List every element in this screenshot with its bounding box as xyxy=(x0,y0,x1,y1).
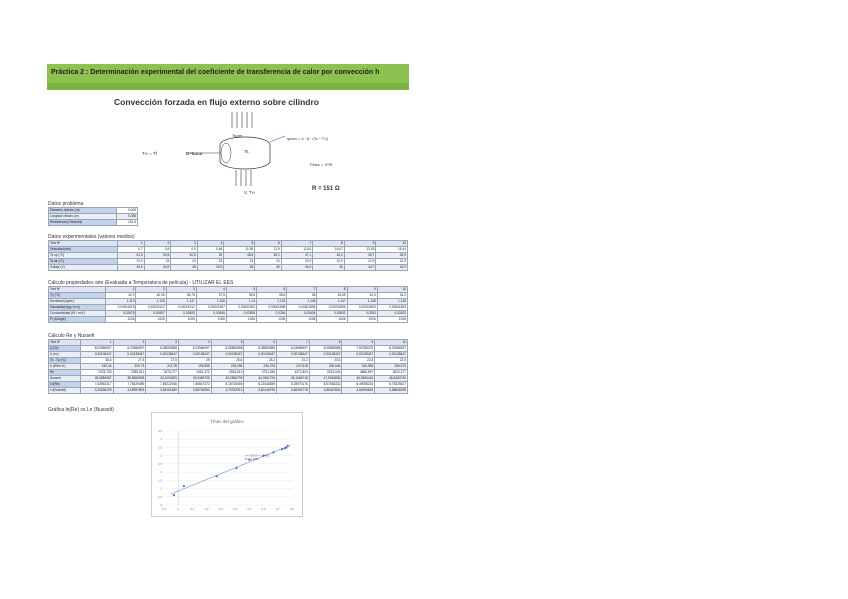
table-cell: 2676,377 xyxy=(146,370,179,376)
table-cell: 10 xyxy=(377,287,407,293)
x-tick-label: -0,1 xyxy=(161,507,167,511)
table-cell: 8,08580858 xyxy=(146,346,179,352)
table-cell: 1,148 xyxy=(377,299,407,305)
table-cell: 35,6 xyxy=(257,293,287,299)
exp-table xyxy=(48,240,408,271)
table-cell: 0,02653 xyxy=(166,311,196,317)
table-cell: 22,9 xyxy=(344,259,376,265)
table-cell: 23 xyxy=(144,259,171,265)
table-cell: 3,65997899 xyxy=(113,388,146,394)
table-cell: 7,76429489 xyxy=(113,382,146,388)
table-cell: 39,9369799 xyxy=(178,376,211,382)
table-cell: 22,9 xyxy=(313,259,345,265)
table-cell: 35,8 xyxy=(226,293,256,299)
scatter-chart xyxy=(152,413,302,516)
table-cell: 34,9 xyxy=(118,265,145,271)
table-cell: 4 xyxy=(196,287,226,293)
table-cell: 8,03966997 xyxy=(375,346,408,352)
table-cell: 7 xyxy=(287,287,317,293)
table-cell: 22,9 xyxy=(118,259,145,265)
table-cell: 9 xyxy=(344,241,376,247)
data-point xyxy=(173,494,175,496)
table-cell: 23 xyxy=(171,259,198,265)
table-cell: 0,00001907 xyxy=(196,305,226,311)
table-cell: 3,68730953 xyxy=(178,388,211,394)
x-tick-label: 0,5 xyxy=(247,507,252,511)
table-cell: 22,9 xyxy=(376,259,408,265)
row-label-cell: h (W/m²·K) xyxy=(49,364,81,370)
table-cell: 0,8 xyxy=(144,247,171,253)
row-label-cell: Diámetro cilindro (m) xyxy=(49,208,117,214)
row-label-cell: Resistencia (Ohmnios) xyxy=(49,220,117,226)
table-cell: 6 xyxy=(244,340,277,346)
resistance-label: R = 151 Ω xyxy=(312,186,340,192)
table-cell: 34,9 xyxy=(144,265,171,271)
table-cell: 3731,266 xyxy=(244,370,277,376)
table-cell: 38,6 xyxy=(80,358,113,364)
table-cell: 228,096 xyxy=(211,364,244,370)
table-cell: 1,146 xyxy=(287,299,317,305)
table-cell: 1006 xyxy=(317,317,347,323)
data-point xyxy=(281,448,283,450)
ts-top-label: Tsuper xyxy=(232,134,243,138)
table-cell: 46,2 xyxy=(313,253,345,259)
table-cell: 48,8183749 xyxy=(375,376,408,382)
table-cell: 27,5 xyxy=(146,358,179,364)
table-cell: 3,76782913 xyxy=(211,388,244,394)
table-cell: 0,02657 xyxy=(136,311,166,317)
row-label-cell: Q (W) xyxy=(49,346,81,352)
table-cell: 2355,041 xyxy=(113,370,146,376)
y-tick-label: 1,5 xyxy=(158,478,162,483)
table-cell: 0,00001918 xyxy=(106,305,136,311)
table-cell: 237,615 xyxy=(277,364,310,370)
table-cell: 1006 xyxy=(166,317,196,323)
x-tick-label: 0,8 xyxy=(290,507,294,511)
trendline-r2: R² = 0,9854 xyxy=(245,457,259,461)
table-cell: 0,00138447 xyxy=(375,352,408,358)
table-cell: 10 xyxy=(376,241,408,247)
table-cell: 5 xyxy=(226,287,256,293)
table-cell: 0,02645 xyxy=(196,311,226,317)
table-cell: 45,5 xyxy=(376,253,408,259)
table-cell: 5 xyxy=(224,241,255,247)
x-tick-label: 0,6 xyxy=(261,507,266,511)
table-cell: 3,69161699 xyxy=(146,388,179,394)
table-cell: 256,973 xyxy=(375,364,408,370)
re-nu-title: Cálculo Re y Nusselt xyxy=(48,333,95,339)
y-tick-label: 3,5 xyxy=(158,445,162,450)
table-cell: 3 xyxy=(146,340,179,346)
table-cell: 23,3 xyxy=(309,358,342,364)
table-row xyxy=(49,317,408,323)
table-cell: 35 xyxy=(171,265,198,271)
row-label-cell: Ln(Nusselt) xyxy=(49,388,81,394)
table-cell: 246,955 xyxy=(342,364,375,370)
table-cell: 212,78 xyxy=(146,364,179,370)
table-cell: 7 xyxy=(281,241,313,247)
table-cell: 1,143 xyxy=(257,299,287,305)
table-cell: 44,7661794 xyxy=(244,376,277,382)
x-tick-label: 0,7 xyxy=(275,507,280,511)
table-cell: 0,0264 xyxy=(257,311,287,317)
table-cell: 0,00138447 xyxy=(211,352,244,358)
table-cell: 0,00001912 xyxy=(136,305,166,311)
table-cell: 0,00138447 xyxy=(80,352,113,358)
table-cell: 47,1 xyxy=(281,253,313,259)
table-cell: 6524,277 xyxy=(375,370,408,376)
table-cell: 1 xyxy=(80,340,113,346)
table-cell: 8 xyxy=(313,241,345,247)
table-cell: 8,35970176 xyxy=(277,382,310,388)
table-cell: 3,88808259 xyxy=(375,388,408,394)
table-cell: 2461,372 xyxy=(178,370,211,376)
table-cell: 0,66 xyxy=(197,247,224,253)
table-cell: 45,7 xyxy=(344,253,376,259)
row-label-cell: Velocidad(m/s) xyxy=(49,247,118,253)
row-label-cell: Ln(Re) xyxy=(49,382,81,388)
table-cell: 52 xyxy=(197,253,224,259)
table-cell: 3 xyxy=(171,241,198,247)
row-label-cell: Test Nº xyxy=(49,287,106,293)
row-label-cell: Ts - Tp (ºC) xyxy=(49,358,81,364)
table-cell: 4 xyxy=(178,340,211,346)
table-cell: 25,2 xyxy=(244,358,277,364)
table-cell: 10 xyxy=(375,340,408,346)
table-row xyxy=(49,388,408,394)
table-cell: 0,9 xyxy=(171,247,198,253)
table-cell: 12,61 xyxy=(281,247,313,253)
table-cell: 4 xyxy=(197,241,224,247)
practice-banner: Práctica 2 : Determinación experimental del coeficiente de transferencia de calor por convección h xyxy=(47,64,409,90)
chart-container xyxy=(151,412,303,517)
table-cell: 5315,644 xyxy=(309,370,342,376)
y-tick-label: 3 xyxy=(160,453,162,458)
table-cell: 16,07 xyxy=(313,247,345,253)
table-cell: 13,43 xyxy=(344,247,376,253)
exp-title: Datos experimentales (valores medios) xyxy=(48,234,135,240)
table-cell: 0,02632 xyxy=(377,311,407,317)
table-cell: 3 xyxy=(166,287,196,293)
row-label-cell: Ts air (ºC) xyxy=(49,259,118,265)
table-cell: 40,05 xyxy=(136,293,166,299)
table-cell: 1006 xyxy=(136,317,166,323)
table-cell: 236,376 xyxy=(244,364,277,370)
table-cell: 8,78325627 xyxy=(375,382,408,388)
table-cell: 8,57838332 xyxy=(309,382,342,388)
table-cell: 29 xyxy=(178,358,211,364)
table-cell: 8,49058224 xyxy=(342,382,375,388)
x-tick-label: 0,4 xyxy=(233,507,238,511)
table-cell: 45,1066718 xyxy=(277,376,310,382)
row-label-cell: Pr (kJ/kgK) xyxy=(49,317,106,323)
datos-problema-table xyxy=(48,207,138,226)
table-cell: 23 xyxy=(224,259,255,265)
table-cell: 250,646 xyxy=(309,364,342,370)
main-title: Convección forzada en flujo externo sobre cilindro xyxy=(114,97,319,107)
table-cell: 3,80146799 xyxy=(244,388,277,394)
table-cell: 0,00138447 xyxy=(178,352,211,358)
table-cell: 8,03966997 xyxy=(277,346,310,352)
table-cell: 1,128 xyxy=(136,299,166,305)
table-cell: 0,00001898 xyxy=(257,305,287,311)
data-point xyxy=(272,451,274,453)
table-cell: 0,00001896 xyxy=(287,305,317,311)
table-cell: 34,2 xyxy=(377,293,407,299)
table-cell: 1 xyxy=(118,241,145,247)
table-cell: 34,9 xyxy=(197,265,224,271)
table-cell: 2 xyxy=(136,287,166,293)
table-cell: 0,00001912 xyxy=(166,305,196,311)
datos-problema-title: Datos problema xyxy=(48,201,84,207)
table-cell: 0,02678 xyxy=(106,311,136,317)
grafica-title: Gráfica ln(Re) vs Ln (Nusselt) xyxy=(48,407,114,413)
table-cell: 0,00001893 xyxy=(377,305,407,311)
table-cell: 25,6 xyxy=(211,358,244,364)
row-label-cell: Nusselt xyxy=(49,376,81,382)
table-cell: 0,00138447 xyxy=(309,352,342,358)
table-cell: 47,5915836 xyxy=(309,376,342,382)
table-cell: 48,2 xyxy=(255,253,282,259)
table-cell: 7,94785479 xyxy=(342,346,375,352)
row-label-cell: Voltaje (V) xyxy=(49,265,118,271)
row-label-cell: Conductividad (W / m·K) xyxy=(49,311,106,317)
table-cell: 4271,803 xyxy=(277,370,310,376)
table-cell: 11,9 xyxy=(255,247,282,253)
table-cell: 1,119 xyxy=(106,299,136,305)
table-cell: 0,02634 xyxy=(287,311,317,317)
table-cell: 3,33536209 xyxy=(80,388,113,394)
row-label-cell: Re xyxy=(49,370,81,376)
trendline-equation: y = 3,0617x + 1,0402 xyxy=(245,454,270,458)
table-cell: 1,137 xyxy=(166,299,196,305)
table-cell: 3,84906816 xyxy=(342,388,375,394)
table-cell: 0,00001895 xyxy=(317,305,347,311)
table-row xyxy=(49,220,138,226)
table-cell: 209,73 xyxy=(113,364,146,370)
y-tick-label: 4,5 xyxy=(158,429,162,433)
tinf-label: T∞ = Tf xyxy=(142,151,158,156)
row-label-cell: Ts up (ºC) xyxy=(49,253,118,259)
table-cell: 22,9 xyxy=(281,259,313,265)
table-cell: 7 xyxy=(277,340,310,346)
table-cell: 7,89222946 xyxy=(146,382,179,388)
table-cell: 0,02635 xyxy=(226,311,256,317)
table-cell: 27,5 xyxy=(113,358,146,364)
table-cell: 34,7 xyxy=(344,265,376,271)
re-nu-table xyxy=(48,339,408,394)
flow-label: V, T∞ xyxy=(244,190,255,195)
table-cell: 1,136 xyxy=(196,299,226,305)
y-tick-label: 2,5 xyxy=(158,461,162,466)
table-cell: 34,9 xyxy=(281,265,313,271)
table-cell: 16,44 xyxy=(376,247,408,253)
table-cell: 150,44 xyxy=(80,364,113,370)
table-cell: 22,8 xyxy=(342,358,375,364)
table-cell: 61,5 xyxy=(118,253,145,259)
row-label-cell: Test Nº xyxy=(49,241,118,247)
table-cell: 0,00138447 xyxy=(244,352,277,358)
x-tick-label: 0,2 xyxy=(204,507,209,511)
table-cell: 24,2 xyxy=(277,358,310,364)
y-tick-label: 0,5 xyxy=(158,494,162,499)
table-cell: 1,147 xyxy=(317,299,347,305)
table-cell: 2078,753 xyxy=(80,370,113,376)
row-label-cell: Test Nº xyxy=(49,340,81,346)
table-cell: 0,00001902 xyxy=(226,305,256,311)
table-cell: 35 xyxy=(287,293,317,299)
table-cell: 2 xyxy=(113,340,146,346)
table-cell: 1006 xyxy=(377,317,407,323)
data-point xyxy=(287,445,289,447)
table-cell: 43,2856799 xyxy=(211,376,244,382)
table-cell: 34,9 xyxy=(376,265,408,271)
table-cell: 8,08580858 xyxy=(244,346,277,352)
table-cell: 8,18718455 xyxy=(211,382,244,388)
table-cell: 8,03966997 xyxy=(113,346,146,352)
table-cell: 37,5 xyxy=(196,293,226,299)
aire-title: Cálculo propiedades aire (Evaluada a Temperatura de película) - UTILIZAR EL EES xyxy=(48,280,234,286)
table-cell: 23 xyxy=(197,259,224,265)
table-cell: 1,148 xyxy=(347,299,377,305)
table-cell: 0,00138447 xyxy=(146,352,179,358)
power-label: Pelec = V²/R xyxy=(310,162,333,167)
table-cell: 8,03966997 xyxy=(178,346,211,352)
table-cell: 7,63963317 xyxy=(80,382,113,388)
table-cell: 34,55 xyxy=(317,293,347,299)
table-cell: 1006 xyxy=(106,317,136,323)
table-cell: 36,75 xyxy=(166,293,196,299)
table-cell: 9 xyxy=(342,340,375,346)
y-tick-label: 0 xyxy=(160,503,162,507)
table-cell: 5 xyxy=(211,340,244,346)
table-cell: 0,00001893 xyxy=(347,305,377,311)
table-cell: 3,86267843 xyxy=(309,388,342,394)
table-cell: 48,6 xyxy=(224,253,255,259)
table-cell: 8 xyxy=(317,287,347,293)
table-cell: 151,5 xyxy=(116,220,137,226)
table-cell: 28,0884957 xyxy=(80,376,113,382)
table-cell: 8,08580858 xyxy=(309,346,342,352)
aire-table xyxy=(48,286,408,323)
diameter-label: D=5mm xyxy=(186,151,203,156)
table-cell: 1006 xyxy=(226,317,256,323)
table-cell: 2 xyxy=(144,241,171,247)
table-cell: 8,08580858 xyxy=(211,346,244,352)
row-label-cell: Densidad (kg/m³) xyxy=(49,299,106,305)
table-cell: 40,1092829 xyxy=(146,376,179,382)
table-cell: 23 xyxy=(255,259,282,265)
table-cell: 9 xyxy=(347,287,377,293)
table-cell: 7,80847372 xyxy=(178,382,211,388)
table-cell: 0,005 xyxy=(116,208,137,214)
table-cell: 8,22448359 xyxy=(244,382,277,388)
table-row xyxy=(49,265,408,271)
y-tick-label: 1 xyxy=(160,486,162,491)
table-cell: 0,00138447 xyxy=(113,352,146,358)
x-tick-label: 0 xyxy=(177,507,180,511)
table-cell: 22,6 xyxy=(375,358,408,364)
table-cell: 0,00138447 xyxy=(277,352,310,358)
table-cell: 3594,513 xyxy=(211,370,244,376)
table-cell: 0,7 xyxy=(118,247,145,253)
row-label-cell: Tp (ºC) xyxy=(49,293,106,299)
table-cell: 199,855 xyxy=(178,364,211,370)
table-cell: 50,5 xyxy=(171,253,198,259)
convection-formula: qconv = h · A · (Ts − T∞) xyxy=(287,137,329,141)
table-cell: 8 xyxy=(309,340,342,346)
table-cell: 1006 xyxy=(287,317,317,323)
table-cell: 35 xyxy=(313,265,345,271)
chart-title: Título del gráfico xyxy=(210,419,244,424)
table-cell: 1006 xyxy=(196,317,226,323)
table-cell: 11,95 xyxy=(224,247,255,253)
y-tick-label: 2 xyxy=(160,470,162,475)
table-cell: 8,03966997 xyxy=(80,346,113,352)
table-cell: 0,088 xyxy=(116,214,137,220)
table-cell: 0,00138447 xyxy=(342,352,375,358)
table-cell: 1 xyxy=(106,287,136,293)
ts-label: Ts xyxy=(244,149,249,154)
table-cell: 1006 xyxy=(347,317,377,323)
data-point xyxy=(183,485,185,487)
table-cell: 46,9484416 xyxy=(342,376,375,382)
table-cell: 3,80904778 xyxy=(277,388,310,394)
table-cell: 50,5 xyxy=(144,253,171,259)
table-cell: 42,2 xyxy=(106,293,136,299)
x-tick-label: 0,3 xyxy=(218,507,223,511)
table-cell: 35 xyxy=(255,265,282,271)
table-cell: 34,3 xyxy=(347,293,377,299)
y-tick-label: 4 xyxy=(160,437,162,442)
table-cell: 6 xyxy=(255,241,282,247)
data-point xyxy=(216,475,218,477)
table-cell: 0,0263 xyxy=(347,311,377,317)
table-cell: 35 xyxy=(224,265,255,271)
table-cell: 0,02632 xyxy=(317,311,347,317)
data-point xyxy=(235,467,237,469)
table-cell: 1,14 xyxy=(226,299,256,305)
table-cell: 6 xyxy=(257,287,287,293)
row-label-cell: Longitud cilindro (m) xyxy=(49,214,117,220)
table-cell: 38,8550698 xyxy=(113,376,146,382)
table-cell: 4868,697 xyxy=(342,370,375,376)
row-label-cell: A (m²) xyxy=(49,352,81,358)
table-cell: 1006 xyxy=(257,317,287,323)
x-tick-label: 0,1 xyxy=(190,507,195,511)
row-label-cell: Viscosidad (kg / m·s) xyxy=(49,305,106,311)
